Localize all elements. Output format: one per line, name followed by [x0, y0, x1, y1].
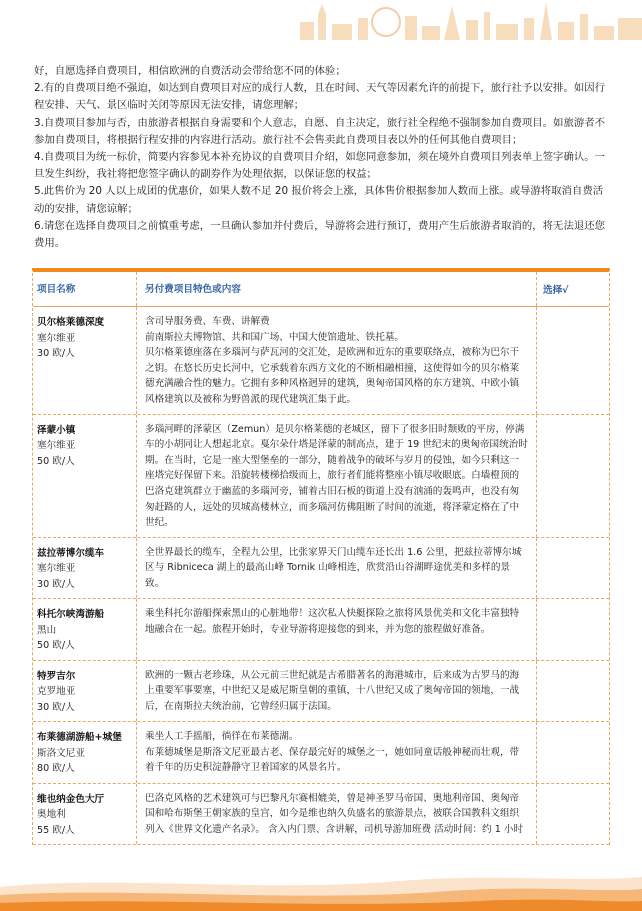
select-cell[interactable]	[536, 415, 607, 537]
note-line: 2.有的自费项目绝不强迫，如达到自费项目对应的成行人数，且在时间、天气等因素允许的前提下，旅行社予以安排。如因行程安排、天气、景区临时关闭等原因无法安排，请您理解；	[34, 82, 606, 112]
notes-section	[34, 63, 609, 252]
project-description	[136, 784, 536, 845]
description-line: 巴洛克风格的艺术建筑可与巴黎凡尔赛相媲美，曾是神圣罗马帝国、奥地利帝国、奥匈帝国和哈布斯堡王朝家族的皇宫，如今是维也纳久负盛名的旅游景点，被联合国教科文组织列入《世界文化遗产名录》。 含入内门票、含讲解，司机导游加班费 活动时间：约 1 小时	[145, 792, 524, 835]
description-line: 全世界最长的缆车，全程九公里，比张家界天门山缆车还长出 1.6 公里，把兹拉蒂博尔城区与 Ribnicеca 湖上的最高山峰 Tornik 山峰相连，欣赏沿山谷湖畔途优美和多样的景致。	[145, 546, 522, 589]
header-description: 另付费项目特色或内容	[136, 272, 536, 306]
project-price: 30 欧/人	[37, 578, 75, 590]
select-cell[interactable]	[536, 538, 607, 599]
description-line: 含司导服务费、车费、讲解费	[145, 316, 270, 327]
project-price: 50 欧/人	[37, 640, 75, 652]
project-description	[136, 538, 536, 599]
optional-tours-table	[32, 268, 610, 845]
description-line: 前南斯拉夫博物馆、共和国广场、中国大使馆遗址、铁托墓。	[145, 331, 405, 343]
description-line: 乘坐科托尔游船探索黑山的心脏地带！这次私人快艇探险之旅将风景优美和文化丰富独特地融合在一起。旅程开始时，专业导游将迎接您的到来，并为您的旅程做好准备。	[145, 608, 520, 635]
table-header-row	[33, 272, 609, 307]
note-line: 4.自费项目为统一标价，简要内容参见本补充协议的自费项目介绍，如您同意参加，须在境外自费项目列表单上签字确认。一旦发生纠纷，我社将把您签字确认的副券作为处理依据，以保证您的权益；	[34, 151, 606, 181]
project-name: 特罗吉尔	[37, 670, 76, 682]
skyline-header-decoration	[0, 0, 642, 40]
project-cell	[33, 722, 136, 783]
project-description	[136, 661, 536, 722]
select-cell[interactable]	[536, 599, 607, 660]
project-name: 兹拉蒂博尔缆车	[37, 547, 105, 559]
project-country: 斯洛文尼亚	[37, 747, 85, 759]
description-line: 乘坐人工手摇船，徜徉在布莱德湖。	[145, 731, 299, 743]
project-name: 布莱德湖游船+城堡	[37, 732, 122, 744]
project-description	[136, 307, 536, 414]
project-country: 塞尔维亚	[37, 332, 76, 344]
project-country: 塞尔维亚	[37, 563, 76, 575]
project-name: 贝尔格莱德深度	[37, 317, 105, 328]
table-row	[33, 661, 609, 723]
project-price: 30 欧/人	[37, 701, 75, 713]
table-row	[33, 599, 609, 661]
note-line: 6.请您在选择自费项目之前慎重考虑，一旦确认参加并付费后，导游将会进行预订，费用产生后旅游者取消的，将无法退还您费用。	[34, 219, 606, 250]
project-country: 塞尔维亚	[37, 440, 76, 452]
select-cell[interactable]	[536, 661, 607, 722]
project-description	[136, 415, 536, 537]
project-cell	[33, 784, 136, 845]
header-select: 选择√	[536, 272, 607, 306]
project-country: 黑山	[37, 624, 57, 636]
project-description	[136, 722, 536, 783]
project-price: 80 欧/人	[37, 763, 75, 775]
project-cell	[33, 538, 136, 599]
table-row	[33, 538, 609, 600]
project-country: 奥地利	[37, 809, 66, 821]
project-price: 30 欧/人	[37, 348, 75, 359]
project-cell	[33, 599, 136, 660]
table-row	[33, 784, 609, 846]
table-row	[33, 722, 609, 784]
note-line: 好，自愿选择自费项目，相信欧洲的自费活动会带给您不同的体验；	[34, 65, 346, 77]
project-cell	[33, 661, 136, 722]
table-row	[33, 307, 609, 415]
project-price: 50 欧/人	[37, 455, 75, 467]
select-cell[interactable]	[536, 307, 607, 414]
note-line: 3.自费项目参加与否，由旅游者根据自身需要和个人意志，自愿、自主决定，旅行社全程绝不强制参加自费项目。如旅游者不参加自费项目，将根据行程安排的内容进行活动。旅行社不会售卖此自费项目表以外的任何其他自费项目；	[34, 116, 606, 146]
select-cell[interactable]	[536, 784, 607, 845]
footer-wave-decoration	[0, 853, 642, 911]
project-name: 泽蒙小镇	[37, 424, 76, 436]
project-country: 克罗地亚	[37, 686, 76, 698]
note-line: 5.此售价为 20 人以上成团的优惠价，如果人数不足 20 报价将会上涨，具体售价根据参加人数而上涨。或导游将取消自费活动的安排，请您谅解；	[34, 185, 604, 215]
description-line: 贝尔格莱德座落在多瑙河与萨瓦河的交汇处，是欧洲和近东的重要联络点，被称为巴尔干之钥。在悠长历史长河中，它承载着东西方文化的不断相融相撞，这使得如今的贝尔格莱德充满融合性的魅力。它拥有多种风格迥异的建筑，奥匈帝国风格的东方建筑、中欧小镇风格建筑以及被称为野兽派的现代建筑汇集于此。	[145, 347, 520, 405]
project-name: 科托尔峡湾游船	[37, 609, 105, 621]
project-description	[136, 599, 536, 660]
description-line: 布莱德城堡是斯洛文尼亚最古老、保存最完好的城堡之一，她如同童话般神秘而壮观，带着千年的历史积淀静静守卫着国家的风景名片。	[145, 746, 520, 774]
project-price: 55 欧/人	[37, 824, 75, 836]
project-name: 维也纳金色大厅	[37, 793, 105, 805]
description-line: 多瑙河畔的泽蒙区（Zemun）是贝尔格莱德的老城区，留下了很多旧时颓败的平房，停满车的小胡同让人想起北京。戛尔朵什塔是泽蒙的制高点，建于 19 世纪末的奥匈帝国统治时期。在当时，它是一座大型堡垒的一部分，随着战争的破坏与岁月的侵蚀，如今只剩这一座塔完好保留下来。沿旋转楼梯拾级而上，旅行者们能将整座小镇尽收眼底。白墙橙顶的巴洛克建筑群立于幽蓝的多瑙河旁，铺着古旧石板的街道上没有汹涌的轰鸣声，也没有匆匆赶路的人，远处的贝城高楼林立，而多瑙河仿佛阻断了时间的流逝，将泽蒙定格在了中世纪。	[145, 423, 528, 529]
description-line: 欧洲的一颗古老珍珠，从公元前三世纪就是古希腊著名的海港城市，后来成为古罗马的海上重要军事要塞，中世纪又是威尼斯皇朝的重镇，十八世纪又成了奥匈帝国的领地，一战后，在南斯拉夫统治前，它曾经归属于法国。	[145, 669, 520, 712]
project-cell	[33, 415, 136, 537]
select-cell[interactable]	[536, 722, 607, 783]
header-project-name: 项目名称	[37, 284, 76, 296]
table-row	[33, 415, 609, 538]
project-cell	[33, 307, 136, 414]
